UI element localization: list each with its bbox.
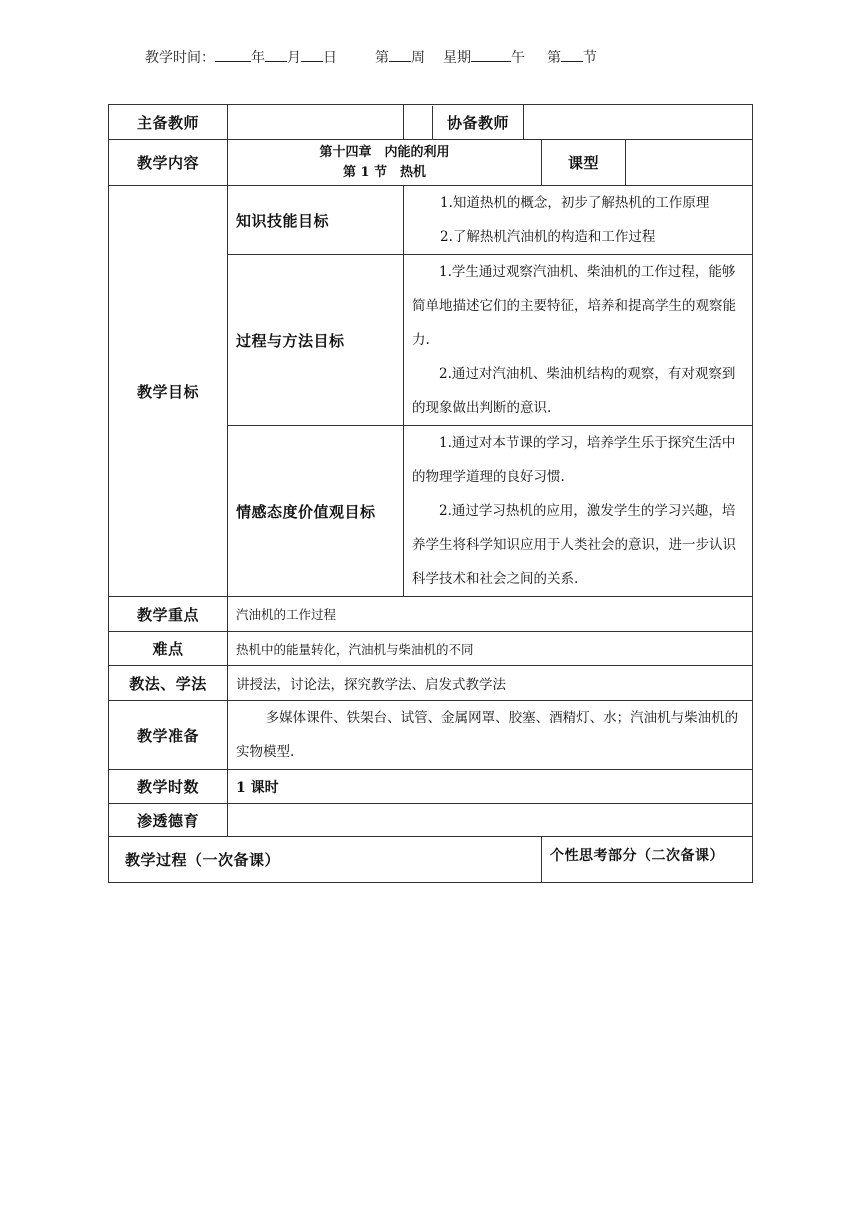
hours-value: 1 课时 [228, 770, 753, 804]
methods-value: 讲授法，讨论法，探究教学法、启发式教学法 [228, 666, 753, 701]
difficulty-value: 热机中的能量转化，汽油机与柴油机的不同 [228, 632, 753, 666]
content-value [228, 140, 542, 186]
year-label: 年 [251, 50, 265, 66]
month-blank[interactable] [265, 47, 287, 62]
section-prefix: 第 [547, 50, 561, 66]
emotion-item: 2.通过学习热机的应用，激发学生的学习兴趣，培养学生将科学知识应用于人类社会的意识，进一步认识科学技术和社会之间的关系. [412, 503, 736, 587]
knowledge-item: 2.了解热机汽油机的构造和工作过程 [440, 229, 656, 245]
moral-row [109, 804, 753, 837]
key-point-value: 汽油机的工作过程 [228, 597, 753, 632]
objectives-label: 教学目标 [109, 186, 228, 597]
section-suffix: 节 [583, 50, 597, 66]
lesson-type-value[interactable] [626, 140, 753, 186]
week-blank[interactable] [389, 47, 411, 62]
lead-teacher-label: 主备教师 [109, 105, 228, 140]
time-label: 教学时间： [145, 50, 215, 66]
emotion-label: 情感态度价值观目标 [228, 426, 404, 597]
month-label: 月 [287, 50, 301, 66]
assist-teacher-value[interactable] [524, 105, 753, 140]
prep-value [228, 701, 753, 770]
section-blank[interactable] [561, 47, 583, 62]
lesson-time-header [145, 47, 597, 67]
knowledge-item: 1.知道热机的概念，初步了解热机的工作原理 [440, 195, 710, 211]
content-row [109, 140, 753, 186]
prep-row [109, 701, 753, 770]
knowledge-row [109, 186, 753, 255]
hours-label: 教学时数 [109, 770, 228, 804]
year-blank[interactable] [215, 47, 251, 62]
methods-row [109, 666, 753, 701]
difficulty-row [109, 632, 753, 666]
week-suffix: 周 [411, 50, 425, 66]
content-chapter: 第十四章 内能的利用 [319, 144, 450, 160]
period-label: 午 [511, 50, 525, 66]
knowledge-content [404, 186, 753, 255]
week-prefix: 第 [375, 50, 389, 66]
emotion-item: 1.通过对本节课的学习，培养学生乐于探究生活中的物理学道理的良好习惯. [412, 435, 736, 485]
key-point-label: 教学重点 [109, 597, 228, 632]
methods-label: 教法、学法 [109, 666, 228, 701]
hours-row [109, 770, 753, 804]
process-label: 过程与方法目标 [228, 255, 404, 426]
teacher-row [109, 105, 753, 140]
moral-value[interactable] [228, 804, 753, 837]
process-item: 1.学生通过观察汽油机、柴油机的工作过程，能够简单地描述它们的主要特征，培养和提高学生的观察能力. [412, 264, 736, 348]
weekday-blank[interactable] [471, 47, 511, 62]
assist-teacher-label: 协备教师 [404, 105, 524, 140]
personal-thinking-label: 个性思考部分（二次备课） [542, 837, 753, 883]
key-point-row [109, 597, 753, 632]
difficulty-label: 难点 [109, 632, 228, 666]
process-item: 2.通过对汽油机、柴油机结构的观察，有对观察到的现象做出判断的意识. [412, 366, 736, 416]
prep-text: 多媒体课件、铁架台、试管、金属网罩、胶塞、酒精灯、水；汽油机与柴油机的实物模型. [236, 710, 739, 760]
day-blank[interactable] [301, 47, 323, 62]
content-section: 第 1 节 热机 [342, 164, 427, 180]
content-label: 教学内容 [109, 140, 228, 186]
day-label: 日 [323, 50, 337, 66]
knowledge-label: 知识技能目标 [228, 186, 404, 255]
moral-label: 渗透德育 [109, 804, 228, 837]
teaching-process-row [109, 837, 753, 883]
emotion-content [404, 426, 753, 597]
process-first-label: 教学过程（一次备课） [109, 837, 542, 883]
lesson-plan-table [108, 104, 753, 883]
weekday-label: 星期 [443, 50, 471, 66]
process-content [404, 255, 753, 426]
prep-label: 教学准备 [109, 701, 228, 770]
lead-teacher-value[interactable] [228, 105, 404, 140]
lesson-type-label: 课型 [542, 140, 626, 186]
